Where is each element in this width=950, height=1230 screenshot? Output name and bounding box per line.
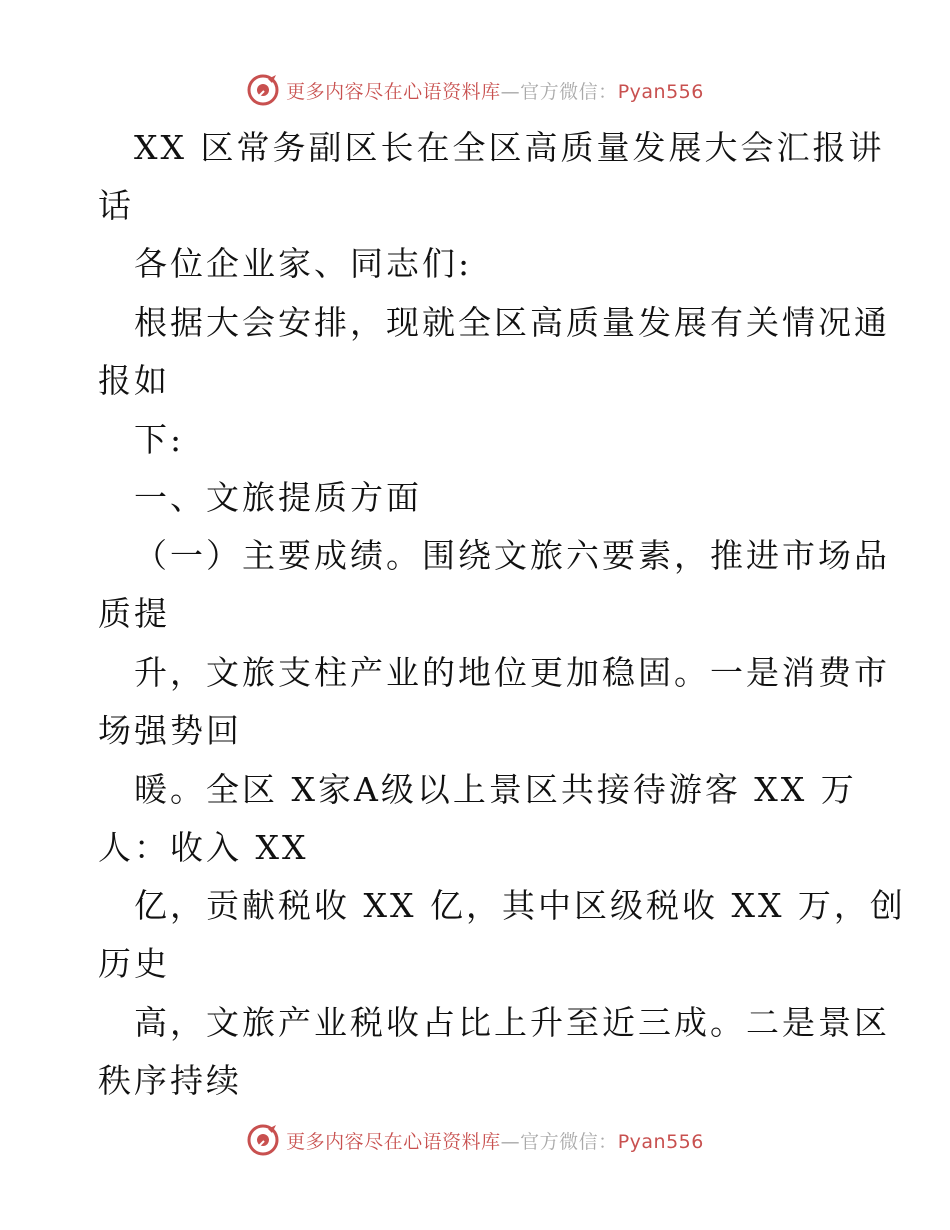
document-title-line-2: 话 — [98, 186, 134, 225]
seal-logo-icon — [246, 1123, 280, 1157]
paragraph-line: 报如 — [98, 361, 170, 400]
section-heading: 一、文旅提质方面 — [134, 478, 422, 517]
footer-watermark — [0, 1122, 950, 1158]
paragraph-line: 场强势回 — [98, 711, 242, 750]
paragraph-line: 暖。全区 X家A级以上景区共接待游客 XX 万 — [134, 770, 857, 809]
watermark-text: 更多内容尽在心语资料库—官方微信：Pyan556 — [286, 80, 704, 103]
paragraph-line: 下: — [134, 420, 185, 459]
paragraph-line: 亿，贡献税收 XX 亿，其中区级税收 XX 万，创 — [134, 886, 906, 925]
paragraph-line: 人：收入 XX — [98, 828, 309, 867]
paragraph-line: 历史 — [98, 944, 170, 983]
watermark-text: 更多内容尽在心语资料库—官方微信：Pyan556 — [286, 1130, 704, 1153]
subsection-line: （一）主要成绩。围绕文旅六要素，推进市场品 — [134, 536, 890, 575]
document-title-line-1: XX 区常务副区长在全区高质量发展大会汇报讲 — [134, 128, 885, 167]
paragraph-line: 质提 — [98, 594, 170, 633]
paragraph-line: 根据大会安排，现就全区高质量发展有关情况通 — [134, 303, 890, 342]
salutation: 各位企业家、同志们: — [134, 244, 473, 283]
paragraph-line: 高，文旅产业税收占比上升至近三成。二是景区 — [134, 1003, 890, 1042]
paragraph-line: 升，文旅支柱产业的地位更加稳固。一是消费市 — [134, 653, 890, 692]
paragraph-line: 秩序持续 — [98, 1061, 242, 1100]
